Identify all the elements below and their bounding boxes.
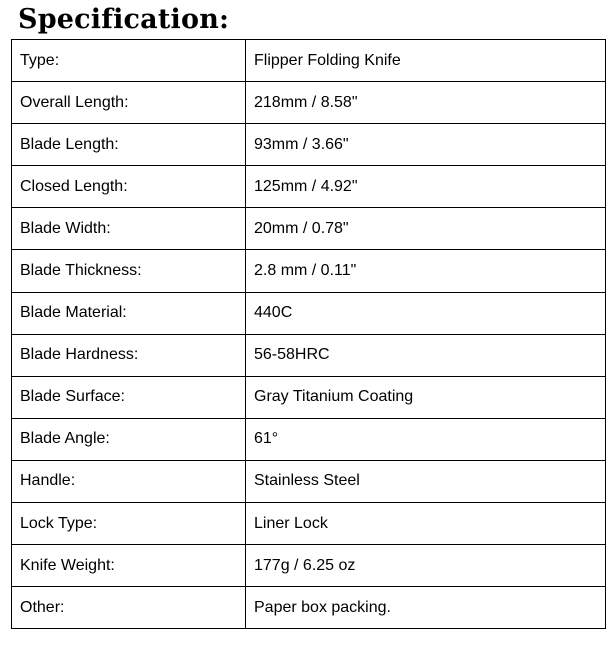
spec-value: Flipper Folding Knife [246, 40, 606, 82]
spec-value: 440C [246, 292, 606, 334]
spec-label: Closed Length: [12, 166, 246, 208]
spec-value: 177g / 6.25 oz [246, 545, 606, 587]
spec-label: Knife Weight: [12, 545, 246, 587]
table-row [12, 545, 606, 587]
spec-label: Type: [12, 40, 246, 82]
spec-value: Stainless Steel [246, 460, 606, 502]
page-title: Specification: [18, 4, 230, 35]
spec-label: Blade Hardness: [12, 334, 246, 376]
spec-value: 2.8 mm / 0.11" [246, 250, 606, 292]
spec-label: Blade Width: [12, 208, 246, 250]
table-row [12, 587, 606, 629]
spec-value: 56-58HRC [246, 334, 606, 376]
table-row [12, 208, 606, 250]
table-row [12, 460, 606, 502]
specification-table [11, 39, 606, 629]
spec-value: Gray Titanium Coating [246, 376, 606, 418]
specification-table-body [12, 40, 606, 629]
spec-label: Blade Angle: [12, 418, 246, 460]
spec-value: 125mm / 4.92" [246, 166, 606, 208]
spec-label: Blade Thickness: [12, 250, 246, 292]
spec-label: Lock Type: [12, 503, 246, 545]
spec-value: 20mm / 0.78" [246, 208, 606, 250]
spec-value: 93mm / 3.66" [246, 124, 606, 166]
table-row [12, 250, 606, 292]
spec-label: Overall Length: [12, 82, 246, 124]
table-row [12, 166, 606, 208]
table-row [12, 418, 606, 460]
spec-label: Blade Material: [12, 292, 246, 334]
spec-label: Other: [12, 587, 246, 629]
spec-value: 218mm / 8.58" [246, 82, 606, 124]
spec-value: Liner Lock [246, 503, 606, 545]
table-row [12, 334, 606, 376]
table-row [12, 124, 606, 166]
table-row [12, 292, 606, 334]
spec-label: Blade Surface: [12, 376, 246, 418]
spec-label: Handle: [12, 460, 246, 502]
table-row [12, 40, 606, 82]
spec-label: Blade Length: [12, 124, 246, 166]
spec-value: 61° [246, 418, 606, 460]
table-row [12, 376, 606, 418]
table-row [12, 82, 606, 124]
spec-value: Paper box packing. [246, 587, 606, 629]
table-row [12, 503, 606, 545]
